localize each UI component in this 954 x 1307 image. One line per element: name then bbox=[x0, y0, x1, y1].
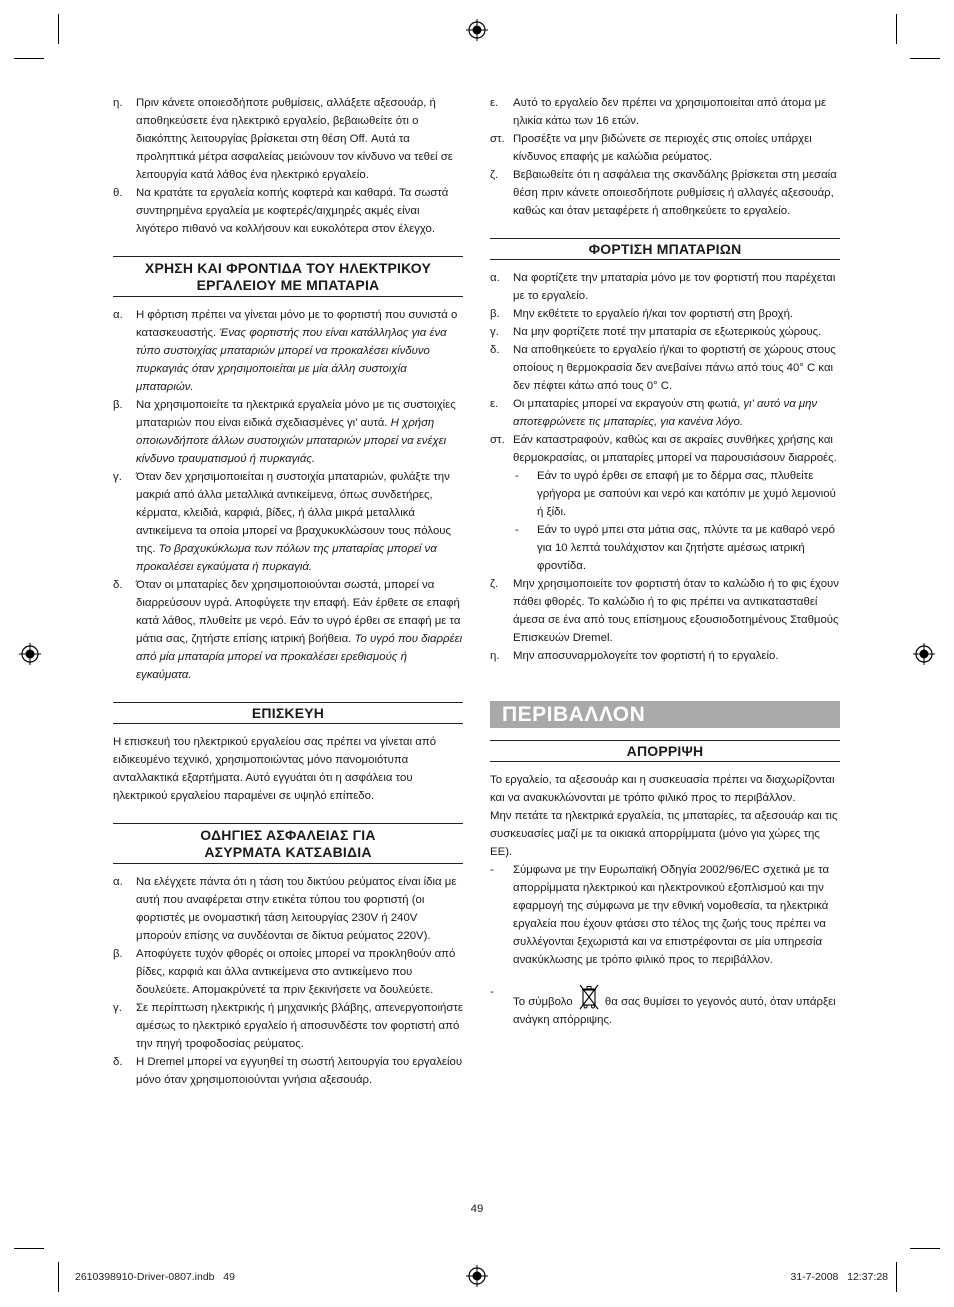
list-item: στ. Εάν καταστραφούν, καθώς και σε ακραίες συνθήκες χρήσης και θερμοκρασίας, οι μπαταρίες μπορεί να παρουσιάσουν διαρροές. bbox=[490, 434, 837, 464]
registration-mark-icon bbox=[466, 1265, 488, 1287]
list-item: ε. Οι μπαταρίες μπορεί να εκραγούν στη φωτιά, γι' αυτό να μην αποτεφρώνετε τις μπαταρίες, για κανένα λόγο. bbox=[490, 398, 818, 428]
crop-mark bbox=[910, 58, 940, 59]
list-item: γ. Όταν δεν χρησιμοποιείται η συστοιχία μπαταριών, φυλάξτε την μακριά από άλλα μεταλλικά αντικείμενα, όπως συνδετήρες, κέρματα, κλειδιά, καρφιά, βίδες, ή άλλα μικρά μεταλλικά αντικείμενα τα οποία μπορεί να βραχυκυκλώσουν τους πόλους της. Το βραχυκύκλωμα των πόλων της μπαταρίας μπορεί να προκαλέσει εγκαύματα ή πυρκαγιά. bbox=[113, 471, 451, 573]
footer-timestamp: 31-7-2008 12:37:28 bbox=[790, 1271, 888, 1283]
section-heading: ΦΟΡΤΙΣΗ ΜΠΑΤΑΡΙΩΝ bbox=[490, 238, 840, 260]
crop-mark bbox=[896, 1262, 897, 1292]
crossed-out-bin-icon bbox=[579, 983, 599, 1011]
right-column bbox=[490, 94, 840, 1029]
list-item: ζ. Μην χρησιμοποιείτε τον φορτιστή όταν το καλώδιο ή το φις έχουν πάθει φθορές. Το καλώδιο ή το φις πρέπει να αντικατασταθεί άμεσα σε ένα από τους επίσημους εξουσιοδοτημένους Σταθμούς Επισκευών Dremel. bbox=[490, 578, 839, 644]
list-item: η. Μην αποσυναρμολογείτε τον φορτιστή ή το εργαλείο. bbox=[490, 650, 779, 662]
paragraph: Η επισκευή του ηλεκτρικού εργαλείου σας πρέπει να γίνεται από ειδικευμένο τεχνικό, χρησιμοποιώντας μόνο πανομοιότυπα ανταλλακτικά εξαρτήματα. Αυτό εγγυάται ότι η ασφάλεια του ηλεκτρικού εργαλείου παραμένει σε υψηλό επίπεδο. bbox=[113, 736, 437, 802]
crop-mark bbox=[14, 58, 44, 59]
section-heading: ΕΠΙΣΚΕΥΗ bbox=[113, 702, 463, 724]
list-item: ζ. Βεβαιωθείτε ότι η ασφάλεια της σκανδάλης βρίσκεται στη μεσαία θέση πριν κάνετε οποιεσδήποτε ρυθμίσεις ή αλλαγές αξεσουάρ, καθώς και όταν μεταφέρετε ή αποθηκεύετε το εργαλείο. bbox=[490, 169, 837, 217]
registration-mark-icon bbox=[913, 643, 935, 665]
list-item: δ. Η Dremel μπορεί να εγγυηθεί τη σωστή λειτουργία του εργαλείου μόνο όταν χρησιμοποιούνται γνήσια αξεσουάρ. bbox=[113, 1056, 463, 1086]
list-item: β. Να χρησιμοποιείτε τα ηλεκτρικά εργαλεία μόνο με τις συστοιχίες μπαταριών που είναι ειδικά σχεδιασμένες γι' αυτά. Η χρήση οποιωνδήποτε άλλων συστοιχιών μπαταριών μπορεί να ενέχει κίνδυνο τραυματισμού ή πυρκαγιάς. bbox=[113, 399, 456, 465]
list-item: στ. Προσέξτε να μην βιδώνετε σε περιοχές στις οποίες υπάρχει κίνδυνος επαφής με καλώδια ρεύματος. bbox=[490, 133, 812, 163]
list-item: α. Η φόρτιση πρέπει να γίνεται μόνο με το φορτιστή που συνιστά ο κατασκευαστής. Ένας φορτιστής που είναι κατάλληλος για ένα τύπο συστοιχίας μπαταριών μπορεί να προκαλέσει κίνδυνο πυρκαγιάς όταν χρησιμοποιείται με μία άλλη συστοιχία μπαταριών. bbox=[113, 309, 458, 393]
left-column bbox=[113, 94, 463, 1089]
section-heading: ΑΠΟΡΡΙΨΗ bbox=[490, 740, 840, 762]
sub-list-item: - Εάν το υγρό μπει στα μάτια σας, πλύντε τα με καθαρό νερό για 10 λεπτά τουλάχιστον και ζητήστε αμέσως ιατρική φροντίδα. bbox=[515, 524, 835, 572]
crop-mark bbox=[910, 1248, 940, 1249]
paragraph: Το εργαλείο, τα αξεσουάρ και η συσκευασία πρέπει να διαχωρίζονται και να ανακυκλώνονται με τρόπο φιλικό προς το περιβάλλον. bbox=[490, 774, 835, 804]
list-item: δ. Όταν οι μπαταρίες δεν χρησιμοποιούνται σωστά, μπορεί να διαρρεύσουν υγρά. Αποφύγετε την επαφή. Εάν έρθετε σε επαφή κατά λάθος, πλυθείτε με νερό. Εάν το υγρό έρθει σε επαφή με τα μάτια σας, ζητήστε επίσης ιατρική βοήθεια. Το υγρό που διαρρέει από μία μπαταρία μπορεί να προκαλέσει ερεθισμούς ή εγκαύματα. bbox=[113, 579, 463, 681]
section-banner: ΠΕΡΙΒΑΛΛΟΝ bbox=[490, 701, 840, 728]
crop-mark bbox=[14, 1248, 44, 1249]
paragraph: Μην πετάτε τα ηλεκτρικά εργαλεία, τις μπαταρίες, τα αξεσουάρ και τις συσκευασίες μαζί με τα οικιακά απορρίμματα (μόνο για χώρες της ΕΕ). bbox=[490, 810, 838, 858]
registration-mark-icon bbox=[19, 643, 41, 665]
sub-list-item: - Εάν το υγρό έρθει σε επαφή με το δέρμα σας, πλυθείτε γρήγορα με σαπούνι και νερό και κατόπιν με χυμό λεμονιού ή ξίδι. bbox=[515, 470, 836, 518]
list-item: α. Να ελέγχετε πάντα ότι η τάση του δικτύου ρεύματος είναι ίδια με αυτή που αναφέρεται στην ετικέτα τύπου του φορτιστή (οι φορτιστές με ονομαστική τάση λειτουργίας 230V ή 240V μπορούν επίσης να συνδέονται σε δίκτυα ρεύματος 220V). bbox=[113, 876, 457, 942]
list-item: β. Αποφύγετε τυχόν φθορές οι οποίες μπορεί να προκληθούν από βίδες, καρφιά και άλλα αντικείμενα στο αντικείμενο που δουλεύετε. Απομακρύνετέ τα πριν ξεκινήσετε να δουλεύετε. bbox=[113, 948, 456, 996]
list-item: γ. Να μην φορτίζετε ποτέ την μπαταρία σε εξωτερικούς χώρους. bbox=[490, 326, 822, 338]
page-number: 49 bbox=[470, 1203, 484, 1215]
crop-mark bbox=[58, 14, 59, 44]
list-item: ε. Αυτό το εργαλείο δεν πρέπει να χρησιμοποιείται από άτομα με ηλικία κάτω των 16 ετών. bbox=[490, 97, 827, 127]
list-item: θ. Να κρατάτε τα εργαλεία κοπής κοφτερά και καθαρά. Τα σωστά συντηρημένα εργαλεία με κοφτερές/αιχμηρές ακμές είναι λιγότερο πιθανό να κολλήσουν και ευκολότερα στον έλεγχο. bbox=[113, 187, 449, 235]
list-item: γ. Σε περίπτωση ηλεκτρικής ή μηχανικής βλάβης, απενεργοποιήστε αμέσως το ηλεκτρικό εργαλείο ή αποσυνδέστε τον φορτιστή από την πηγή τροφοδοσίας ρεύματος. bbox=[113, 1002, 463, 1050]
crop-mark bbox=[58, 1262, 59, 1292]
section-heading: ΧΡΗΣΗ ΚΑΙ ΦΡΟΝΤΙΔΑ ΤΟΥ ΗΛΕΚΤΡΙΚΟΥ ΕΡΓΑΛΕΙΟΥ ΜΕ ΜΠΑΤΑΡΙΑ bbox=[113, 256, 463, 297]
footer-file-info: 2610398910-Driver-0807.indb 49 bbox=[75, 1271, 235, 1283]
list-item: α. Να φορτίζετε την μπαταρία μόνο με τον φορτιστή που παρέχεται με το εργαλείο. bbox=[490, 272, 836, 302]
section-heading: ΟΔΗΓΙΕΣ ΑΣΦΑΛΕΙΑΣ ΓΙΑ ΑΣΥΡΜΑΤΑ ΚΑΤΣΑΒΙΔΙΑ bbox=[113, 823, 463, 864]
list-item: - Το σύμβολο θα σας θυμίσει το γεγονός αυτό, όταν υπάρξει ανάγκη απόρριψης. bbox=[490, 983, 840, 1029]
list-item: δ. Να αποθηκεύετε το εργαλείο ή/και το φορτιστή σε χώρους στους οποίους η θερμοκρασία δεν ανεβαίνει πάνω από τους 40° C και δεν πέφτει κάτω από τους 0° C. bbox=[490, 344, 836, 392]
crop-mark bbox=[896, 14, 897, 44]
list-item: η. Πριν κάνετε οποιεσδήποτε ρυθμίσεις, αλλάξετε αξεσουάρ, ή αποθηκεύσετε ένα ηλεκτρικό εργαλείο, βεβαιωθείτε ότι ο διακόπτης λειτουργίας βρίσκεται στη θέση Off. Αυτά τα προληπτικά μέτρα ασφαλείας μειώνουν τον κίνδυνο να τεθεί σε λειτουργία κατά λάθος ένα ηλεκτρικό εργαλείο. bbox=[113, 97, 453, 181]
list-item: - Σύμφωνα με την Ευρωπαϊκή Οδηγία 2002/96/EC σχετικά με τα απορρίμματα ηλεκτρικού και ηλεκτρονικού εξοπλισμού και την εφαρμογή της σύμφωνα με την εθνική νομοθεσία, τα ηλεκτρικά εργαλεία που έχουν φτάσει στο τέλος της ζωής τους πρέπει να συλλέγονται ξεχωριστά και να επιστρέφονται σε μία υπηρεσία ανακύκλωσης με τρόπο φιλικό προς το περιβάλλον. bbox=[490, 864, 830, 966]
registration-mark-icon bbox=[466, 19, 488, 41]
list-item: β. Μην εκθέτετε το εργαλείο ή/και τον φορτιστή στη βροχή. bbox=[490, 308, 794, 320]
